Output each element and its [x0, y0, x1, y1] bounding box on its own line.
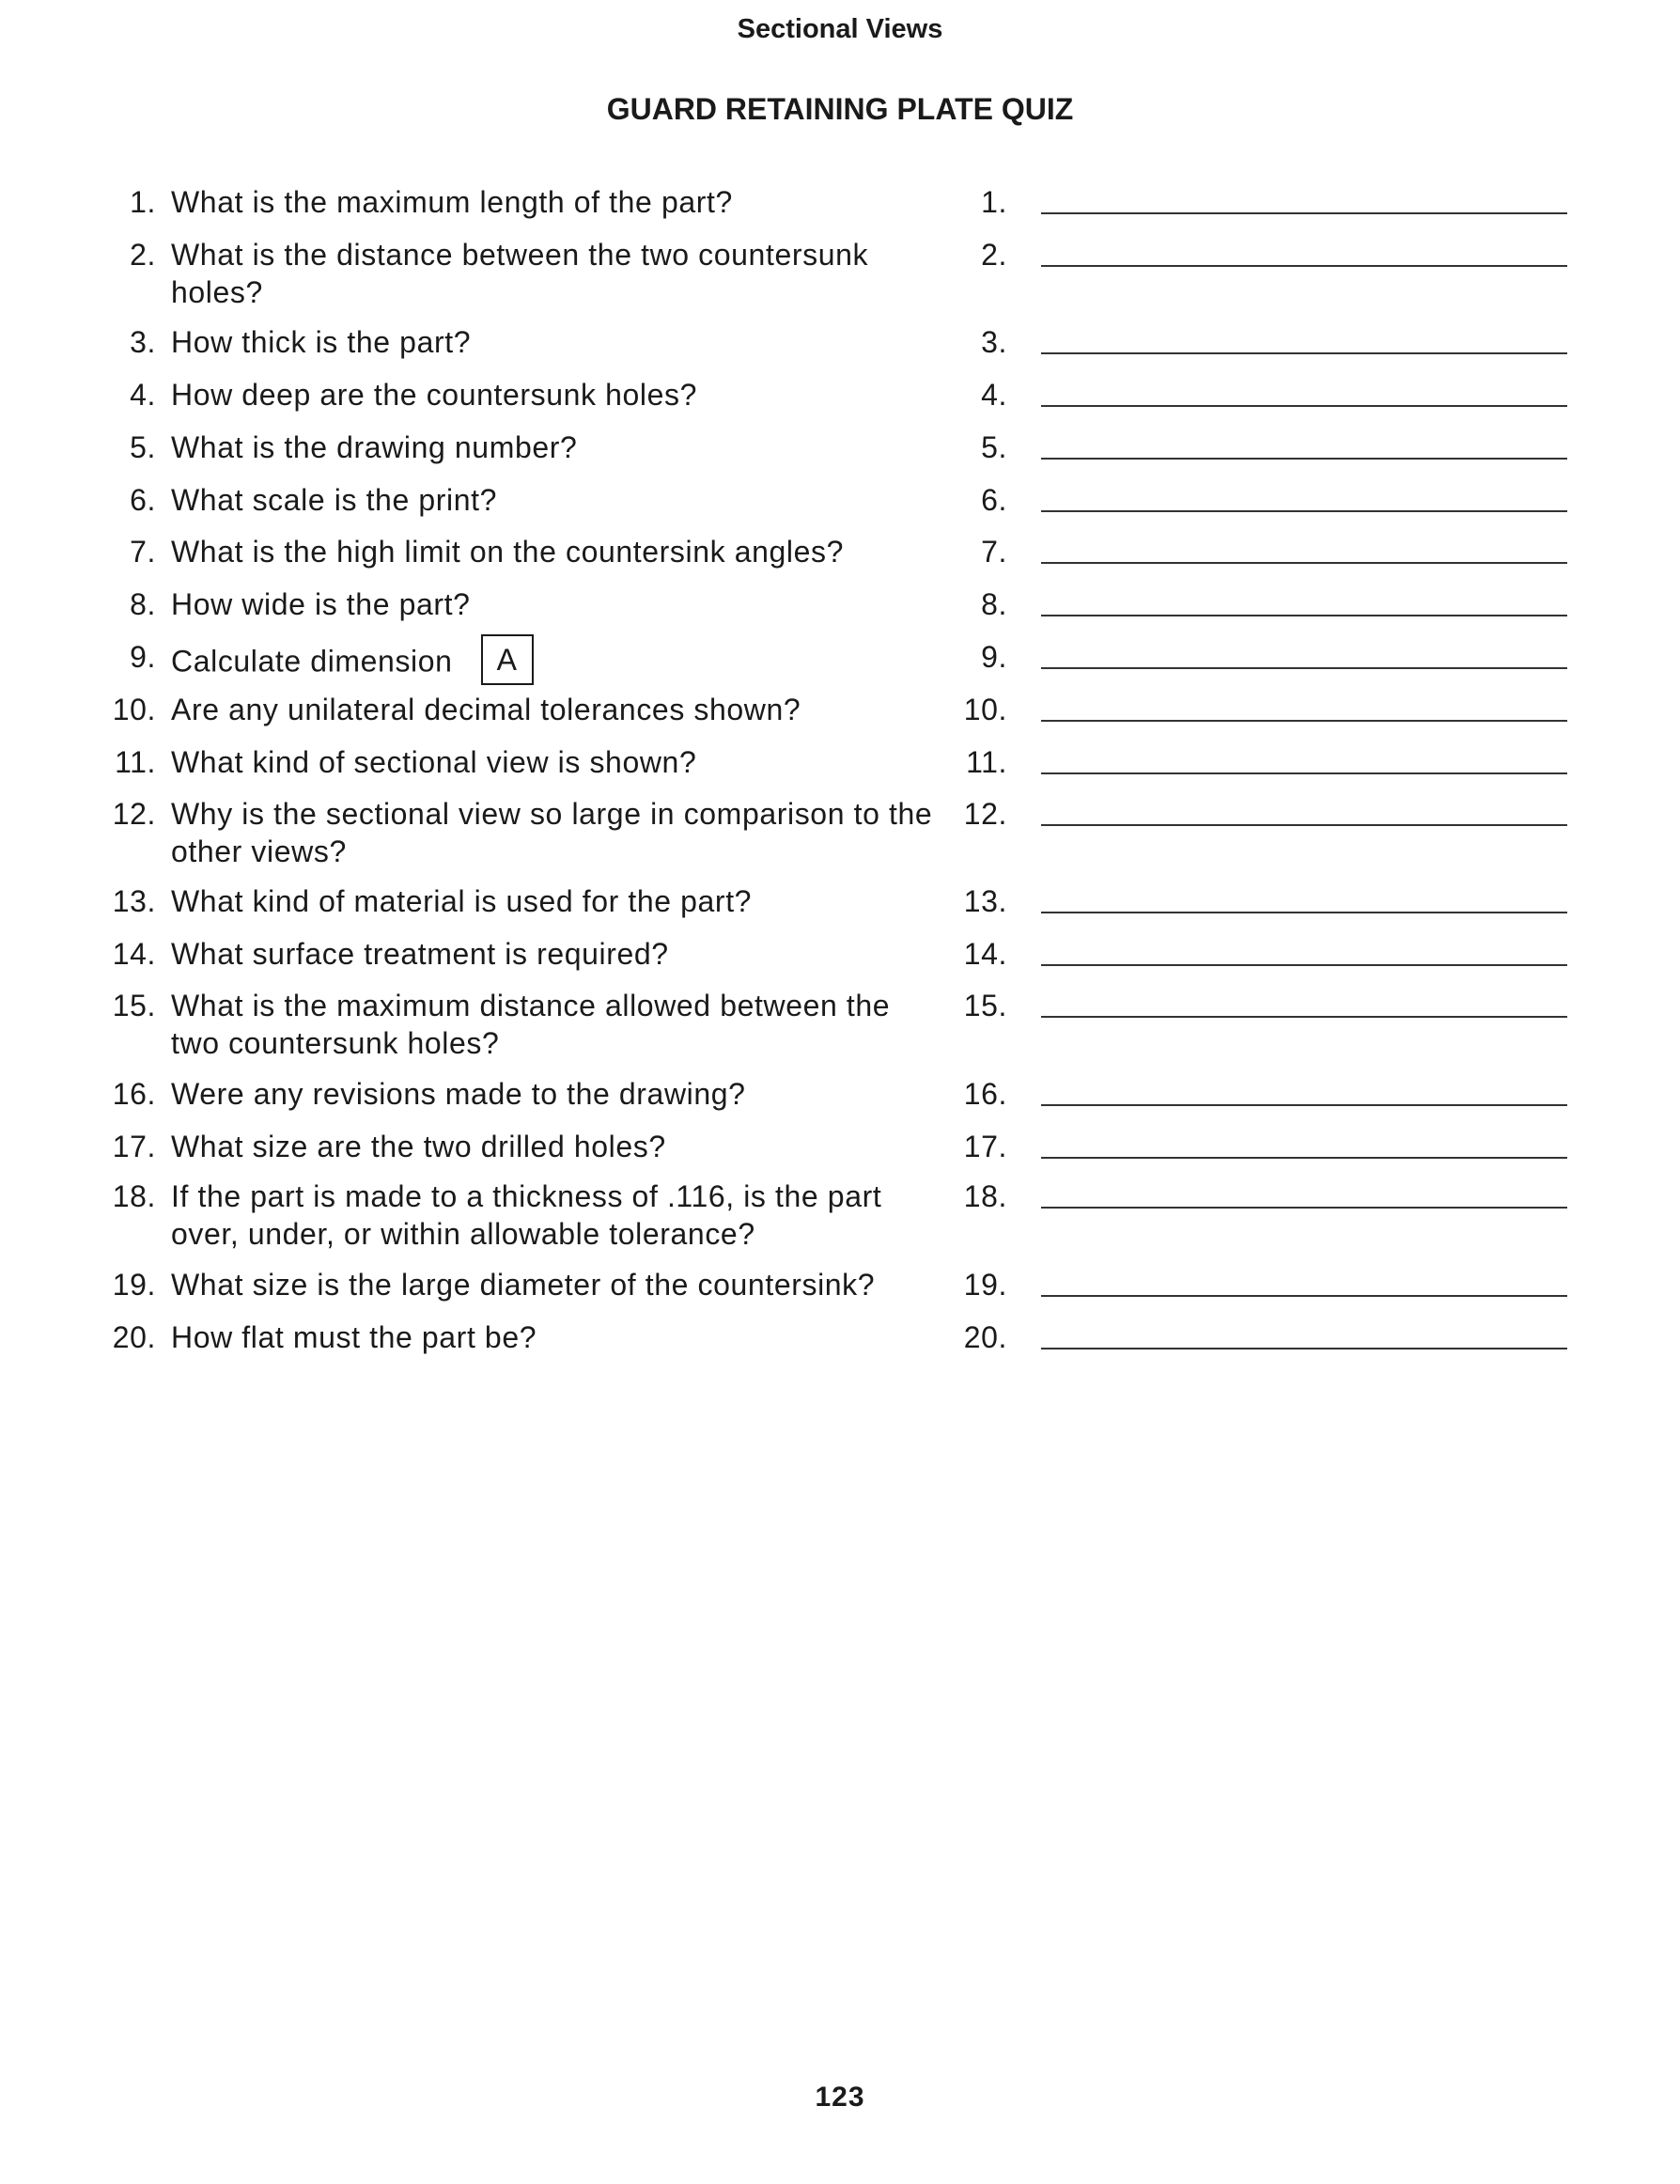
question-text: How flat must the part be? — [171, 1320, 537, 1354]
answer-number: 12. — [963, 797, 1007, 831]
question-text: What size is the large diameter of the countersink? — [171, 1268, 876, 1302]
answer-blank[interactable] — [1041, 510, 1567, 512]
question-number: 20. — [112, 1320, 156, 1354]
answer-blank[interactable] — [1041, 562, 1567, 564]
question-number: 7. — [130, 535, 156, 569]
question-text: What is the high limit on the countersink angles? — [171, 535, 844, 569]
question-text: How thick is the part? — [171, 325, 472, 359]
question-text: What is the drawing number? — [171, 430, 578, 464]
dimension-a-box: A — [481, 634, 534, 685]
answer-blank[interactable] — [1041, 1016, 1567, 1018]
question-text: How deep are the countersunk holes? — [171, 378, 698, 412]
answer-number: 17. — [963, 1130, 1007, 1163]
question-number: 15. — [112, 989, 156, 1022]
question-text: Were any revisions made to the drawing? — [171, 1077, 746, 1111]
answer-number: 4. — [981, 378, 1007, 412]
answer-number: 18. — [963, 1179, 1007, 1213]
question-number: 8. — [130, 587, 156, 621]
question-text: What kind of sectional view is shown? — [171, 745, 697, 779]
answer-blank[interactable] — [1041, 265, 1567, 267]
answer-blank[interactable] — [1041, 824, 1567, 826]
answer-blank[interactable] — [1041, 1104, 1567, 1106]
answer-blank[interactable] — [1041, 1348, 1567, 1349]
question-number: 13. — [112, 884, 156, 918]
question-text: What surface treatment is required? — [171, 937, 669, 971]
question-number: 14. — [112, 937, 156, 971]
question-number: 3. — [130, 325, 156, 359]
answer-blank[interactable] — [1041, 352, 1567, 354]
answer-blank[interactable] — [1041, 615, 1567, 616]
page-title: GUARD RETAINING PLATE QUIZ — [606, 92, 1074, 126]
question-number: 19. — [112, 1268, 156, 1302]
answer-blank[interactable] — [1041, 964, 1567, 966]
question-text: Why is the sectional view so large in comparison to the other views? — [171, 797, 933, 868]
question-text: Are any unilateral decimal tolerances shown? — [171, 693, 801, 726]
question-text: What kind of material is used for the part? — [171, 884, 753, 918]
question-text: What is the distance between the two countersunk holes? — [171, 238, 869, 309]
question-number: 1. — [130, 185, 156, 219]
answer-blank[interactable] — [1041, 212, 1567, 214]
question-number: 11. — [115, 745, 156, 779]
answer-number: 8. — [981, 587, 1007, 621]
question-text — [171, 638, 941, 689]
question-number: 17. — [112, 1130, 156, 1163]
answer-number: 9. — [981, 640, 1007, 674]
question-number: 9. — [130, 640, 156, 674]
question-text: What scale is the print? — [171, 483, 497, 517]
answer-blank[interactable] — [1041, 458, 1567, 460]
question-number: 10. — [112, 693, 156, 726]
answer-number: 16. — [963, 1077, 1007, 1111]
answer-number: 3. — [981, 325, 1007, 359]
section-title: Sectional Views — [737, 14, 943, 44]
question-number: 6. — [130, 483, 156, 517]
question-number: 2. — [130, 238, 156, 272]
question-number: 4. — [130, 378, 156, 412]
question-number: 12. — [112, 797, 156, 831]
question-text: How wide is the part? — [171, 587, 471, 621]
page-number: 123 — [815, 2082, 865, 2113]
answer-number: 6. — [981, 483, 1007, 517]
answer-number: 14. — [963, 937, 1007, 971]
answer-blank[interactable] — [1041, 405, 1567, 407]
question-text: What is the maximum length of the part? — [171, 185, 733, 219]
answer-blank[interactable] — [1041, 1207, 1567, 1209]
answer-number: 15. — [963, 989, 1007, 1022]
answer-blank[interactable] — [1041, 1295, 1567, 1297]
question-text: What size are the two drilled holes? — [171, 1130, 666, 1163]
answer-blank[interactable] — [1041, 667, 1567, 669]
question-text: What is the maximum distance allowed between the two countersunk holes? — [171, 989, 891, 1060]
answer-number: 19. — [963, 1268, 1007, 1302]
question-number: 16. — [112, 1077, 156, 1111]
question-text-prefix: Calculate dimension — [171, 644, 453, 679]
answer-number: 13. — [963, 884, 1007, 918]
question-text: If the part is made to a thickness of .116, is the part over, under, or within allowable tolerance? — [171, 1179, 882, 1251]
answer-number: 7. — [981, 535, 1007, 569]
question-number: 18. — [112, 1179, 156, 1213]
answer-number: 10. — [963, 693, 1007, 726]
answer-number: 1. — [981, 185, 1007, 219]
answer-number: 11. — [966, 745, 1007, 779]
answer-number: 2. — [981, 238, 1007, 272]
answer-blank[interactable] — [1041, 720, 1567, 722]
answer-blank[interactable] — [1041, 772, 1567, 774]
question-number: 5. — [130, 430, 156, 464]
answer-number: 5. — [981, 430, 1007, 464]
answer-number: 20. — [963, 1320, 1007, 1354]
answer-blank[interactable] — [1041, 1157, 1567, 1159]
answer-blank[interactable] — [1041, 912, 1567, 913]
